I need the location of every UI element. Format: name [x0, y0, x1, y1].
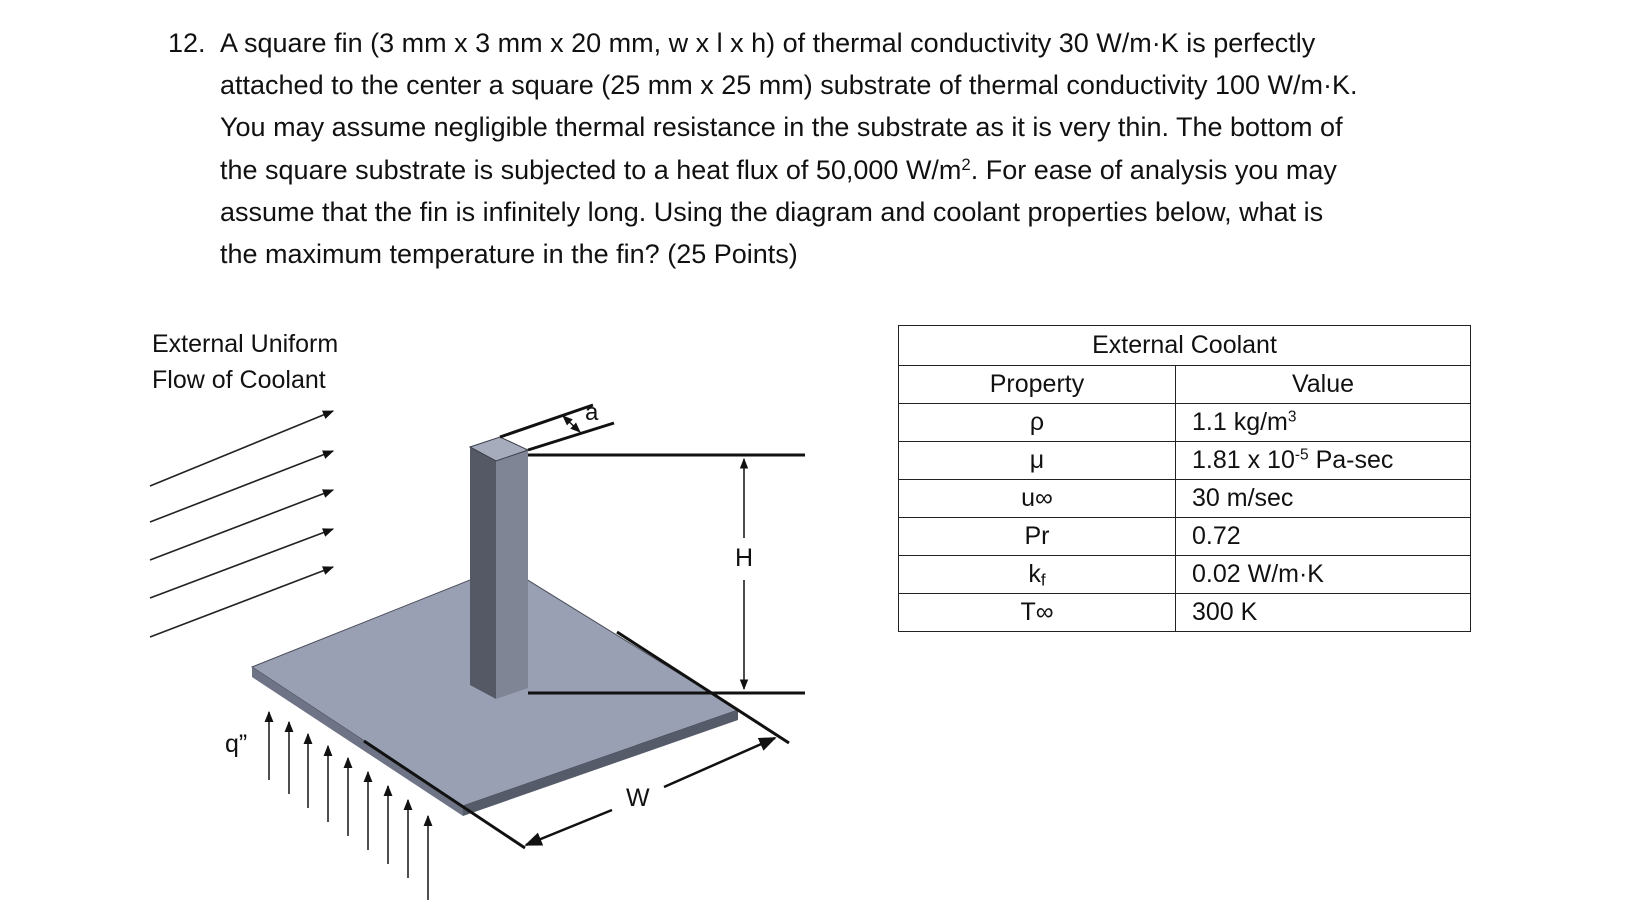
value-superscript: -5	[1294, 446, 1309, 464]
value-cell: 0.02 W/m·K	[1176, 556, 1471, 594]
dim-a-extension	[500, 405, 593, 437]
value-cell	[1176, 404, 1471, 442]
value-text: 1.81 x 10	[1192, 446, 1295, 474]
fin-side	[470, 447, 496, 699]
table-row	[899, 404, 1471, 442]
header-value: Value	[1176, 366, 1471, 404]
property-cell: Pr	[899, 518, 1176, 556]
property-cell	[899, 556, 1176, 594]
value-unit: Pa-sec	[1308, 446, 1394, 474]
table-caption-row	[899, 326, 1471, 366]
table-row	[899, 518, 1471, 556]
coolant-properties-table	[898, 325, 1471, 632]
dim-a-arrow	[563, 416, 580, 432]
flow-label-line-1: External Uniform	[152, 330, 339, 358]
problem-number: 12.	[168, 28, 206, 58]
problem-line-4-text: the square substrate is subjected to a heat flux of 50,000 W/m	[220, 154, 962, 185]
property-cell: μ	[899, 442, 1176, 480]
superscript-2: 2	[961, 154, 971, 174]
flow-arrow	[150, 567, 333, 637]
problem-line-5: assume that the fin is infinitely long. Using the diagram and coolant properties below, what is	[220, 196, 1324, 227]
flow-arrow	[150, 529, 333, 598]
label-W: W	[626, 784, 650, 812]
table-row	[899, 556, 1471, 594]
problem-line-2: attached to the center a square (25 mm x 25 mm) substrate of thermal conductivity 100 W/m·K.	[220, 70, 1358, 101]
label-heat-flux: q”	[225, 730, 248, 758]
value-cell: 30 m/sec	[1176, 480, 1471, 518]
label-H: H	[735, 544, 754, 572]
property-cell: T∞	[899, 594, 1176, 632]
fin-front	[496, 450, 528, 699]
flow-arrow	[150, 451, 333, 522]
table-header-row	[899, 366, 1471, 404]
table-caption: External Coolant	[899, 326, 1471, 366]
problem-line-3: You may assume negligible thermal resistance in the substrate as it is very thin. The bottom of	[220, 112, 1343, 143]
table-row	[899, 594, 1471, 632]
fin	[470, 437, 528, 699]
problem-line-4-rest: . For ease of analysis you may	[970, 154, 1337, 185]
coolant-flow-arrows	[150, 411, 333, 637]
property-cell: ρ	[899, 404, 1176, 442]
property-symbol: k	[1028, 560, 1041, 588]
dim-w-arrow-right	[664, 738, 775, 787]
table-row	[899, 480, 1471, 518]
problem-line-1: A square fin (3 mm x 3 mm x 20 mm, w x l x h) of thermal conductivity 30 W/m·K is perfectly	[220, 28, 1316, 58]
problem-line-6: the maximum temperature in the fin? (25 Points)	[220, 239, 798, 270]
value-cell: 300 K	[1176, 594, 1471, 632]
value-cell	[1176, 442, 1471, 480]
label-a: a	[585, 399, 599, 426]
flow-arrow	[150, 490, 333, 560]
value-text: 1.1 kg/m	[1192, 408, 1288, 436]
dim-a-extension	[528, 423, 614, 450]
table-row	[899, 442, 1471, 480]
header-property: Property	[899, 366, 1176, 404]
property-cell: u∞	[899, 480, 1176, 518]
dim-w-arrow-left	[526, 810, 612, 845]
flow-arrow	[150, 411, 333, 486]
value-superscript: 3	[1287, 408, 1297, 426]
value-cell: 0.72	[1176, 518, 1471, 556]
property-subscript: f	[1040, 570, 1046, 590]
flow-label-line-2: Flow of Coolant	[152, 366, 326, 394]
